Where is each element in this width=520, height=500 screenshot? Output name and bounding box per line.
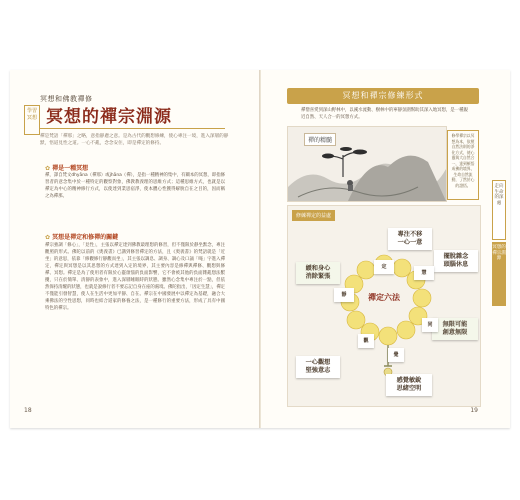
- landscape-painting: [287, 126, 447, 202]
- side-tab-chapter[interactable]: 走向生命的深處: [492, 180, 506, 240]
- section-header-bar: [287, 88, 479, 104]
- section-heading-2: [45, 232, 118, 241]
- intro-quote: 禪是梵語「禪那」之略，意指靜慮之意。是為古代的觀想修練，使心專注一境，進入深層的靜默，悟道見性之道。一心不亂，念念安住，即是禪定的修持。: [40, 134, 229, 146]
- section-body-1: 禪，譯自梵文dhyāna（禪那）或jhāna（禪），是指一種精神的集中，有關本的冥想，即指修習者的意念集中於一種特定的觀察對象，佛教教義理的思維方式；這種思維方式，也就是以禪定為中心的精神修行方式，以使達到業思宿淨，使本體心性獲得解脫自在之目的，因而稱之為禪那。: [45, 173, 225, 199]
- chapter-side-tabs: [492, 180, 506, 306]
- chapter-heading: 冥想和佛教禪修: [40, 95, 93, 103]
- benefit-box-1: 專注不移 一心一意: [388, 228, 432, 250]
- bead-char-6: 覺: [388, 348, 404, 362]
- bead-char-3: 靜: [334, 288, 354, 302]
- benefit-box-2: 擺脫雜念 頭腦休息: [434, 250, 478, 272]
- page-number-left: 18: [24, 407, 32, 414]
- title-divider: [40, 128, 225, 129]
- benefit-box-4: 無限可能 創意無限: [432, 318, 478, 340]
- section-header-text: 冥想和禪宗修練形式: [342, 91, 424, 100]
- bead-char-1: 定: [374, 260, 394, 274]
- side-note: 修學禪宗以冥想為本，依照自然法則的淨化方式，使心靈與大自然合一，達到頓悟成佛的境界，生命自然流動，了然於心的證悟。: [447, 130, 479, 200]
- book-spread: [10, 70, 510, 428]
- bullet-icon: ✿: [45, 165, 53, 172]
- benefit-box-3: 緩和身心 消除緊張: [296, 262, 340, 284]
- bullet-icon: ✿: [45, 234, 53, 241]
- benefits-diagram: [287, 205, 481, 407]
- benefit-box-5: 一心觀想 堅強意志: [296, 356, 340, 378]
- section-body-2: 禪宗強調「修心」，「見性」，主張以禪定達到佛教最理想的修習，但不僅限於靜坐默念，專注觀照的形式。佛陀以前的《奧義書》已講到修習禪定的方法，且《奧義書》的梵語就是「近坐」的意思，依靠「修觀修行靜觀而坐」，其主張以調息、調身、調心及口誦「唵」字進入禪定，禪定與冥想是以其思想的方式達到入定的境界，其主要內容是修禪與禪修、觀想與修禪、冥想。禪定是為了使用者有限於心靈煩惱的負面影響，它不會被其他的負面雜亂想法繫擾，只在於簡單、清靜的表象中，進入深層睡眠時的狀態。雖然心念集中專注於一點，但依然保持清醒的狀態，也就是說修行者不要忘記自身在座的處境。佛陀指出，「因定生慧」，禪定不僅能引發智慧，使人在生活中更加平靜、自在。禪宗在中國發展中以禪定為基礎，融合大乘佛法的空性思想，同時也結合道家的修養之法，是一種修行的重要方法，形成了具有中國特色的禪宗。: [45, 243, 225, 311]
- left-page: [10, 70, 259, 428]
- page-number-right: 19: [470, 407, 478, 414]
- bead-char-5: 觀: [358, 334, 374, 348]
- diagram-label: 修練禪定的益處: [292, 210, 335, 221]
- section-heading-2-text: 冥想是禪定和修禪的關鍵: [52, 234, 119, 241]
- section-heading-1-text: 禪是一種冥想: [52, 165, 89, 172]
- chapter-badge: 學習冥想: [24, 105, 40, 135]
- bead-char-4: 同: [422, 318, 438, 332]
- benefit-box-6: 感覺敏銳 思緒空明: [386, 374, 432, 396]
- section-heading-1: [45, 163, 88, 172]
- side-tab-section[interactable]: 冥想的禪宗淵源: [492, 242, 506, 306]
- intro-text: 禪僧喜愛到深山野林中，以溪水流動、樹林中的寧靜氛圍幫助其深入地冥想，是一種親近自然、天人合一的冥想方式。: [301, 108, 468, 120]
- diagram-center-label: 禪定六法: [368, 293, 400, 302]
- painting-label: 禪的精髓: [304, 133, 336, 146]
- page-title: 冥想的禪宗淵源: [46, 107, 172, 127]
- right-page: [261, 70, 510, 428]
- bead-char-2: 慧: [414, 266, 434, 280]
